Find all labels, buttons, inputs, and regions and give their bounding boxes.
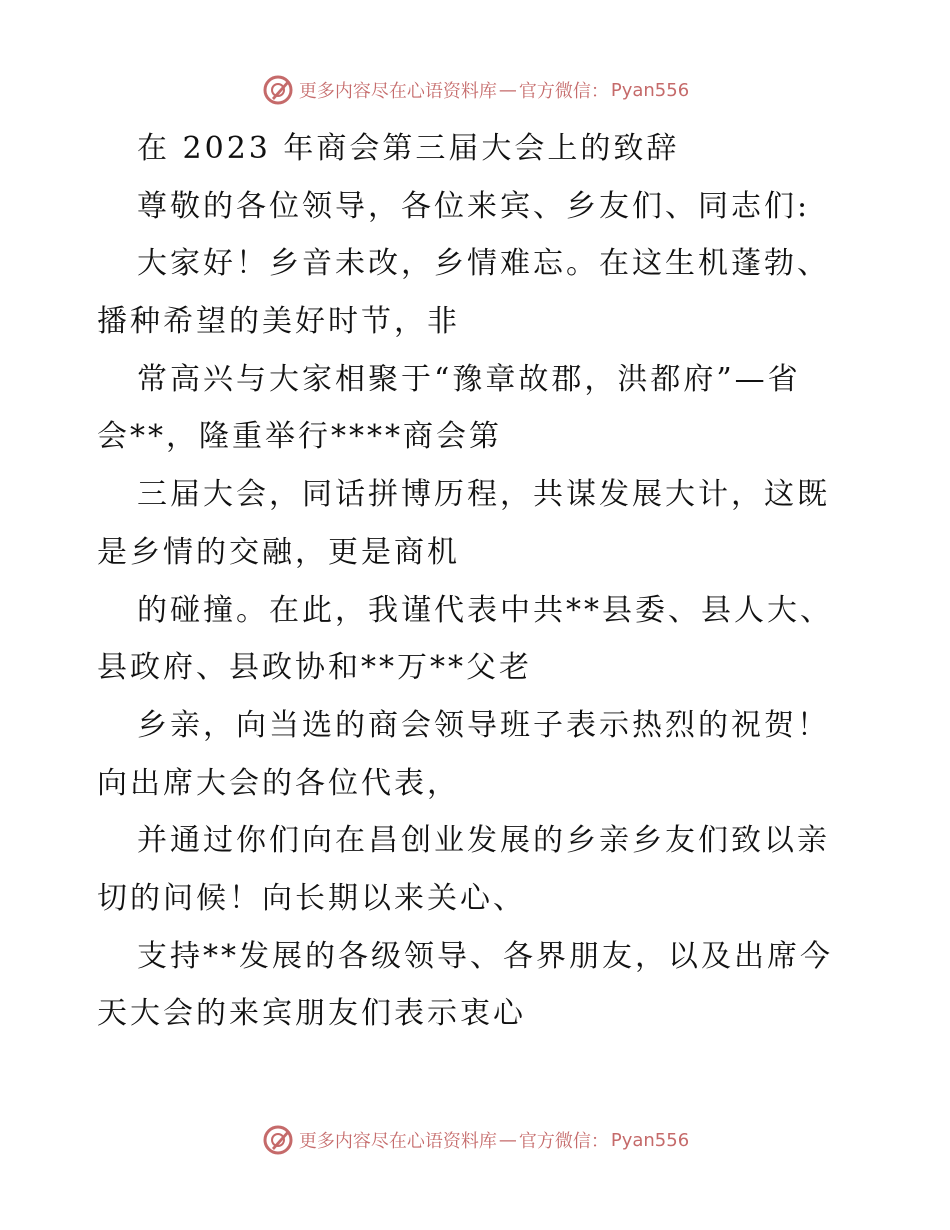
text-line: 播种希望的美好时节，非	[97, 304, 460, 340]
watermark-account: Pyan556	[610, 1129, 690, 1151]
pen-logo-icon	[261, 1123, 295, 1157]
watermark-label: 官方微信：	[518, 1131, 609, 1152]
text-line: 的碰撞。在此，我谨代表中共**县委、县人大、	[137, 592, 833, 628]
text-line: 切的问候！向长期以来关心、	[97, 880, 526, 916]
document-body	[97, 120, 867, 1043]
watermark-text: 更多内容尽在心语资料库	[298, 81, 497, 102]
watermark-label: 官方微信：	[518, 81, 609, 102]
text-line: 并通过你们向在昌创业发展的乡亲乡友们致以亲	[137, 823, 830, 859]
text-line: 尊敬的各位领导，各位来宾、乡友们、同志们:	[137, 188, 811, 224]
footer-watermark	[0, 1120, 950, 1160]
text-line: 是乡情的交融，更是商机	[97, 534, 460, 570]
text-line: 县政府、县政协和**万**父老	[97, 650, 532, 686]
text-line: 天大会的来宾朋友们表示衷心	[97, 996, 526, 1032]
text-line: 向出席大会的各位代表，	[97, 765, 460, 801]
text-line: 支持**发展的各级领导、各界朋友，以及出席今	[137, 938, 833, 974]
text-line: 大家好！乡音未改，乡情难忘。在这生机蓬勃、	[137, 246, 830, 282]
watermark-text: 更多内容尽在心语资料库	[298, 1131, 497, 1152]
text-line: 会**，隆重举行****商会第	[97, 419, 502, 455]
watermark-dash: —	[498, 79, 517, 101]
document-title: 在 2023 年商会第三届大会上的致辞	[137, 131, 680, 166]
watermark-account: Pyan556	[610, 79, 690, 101]
text-line: 乡亲，向当选的商会领导班子表示热烈的祝贺！	[137, 707, 830, 743]
pen-logo-icon	[261, 73, 295, 107]
text-line: 三届大会，同话拼博历程，共谋发展大计，这既	[137, 477, 830, 513]
watermark-dash: —	[498, 1129, 517, 1151]
header-watermark	[0, 70, 950, 110]
text-line: 常高兴与大家相聚于“豫章故郡，洪都府”—省	[137, 361, 801, 397]
